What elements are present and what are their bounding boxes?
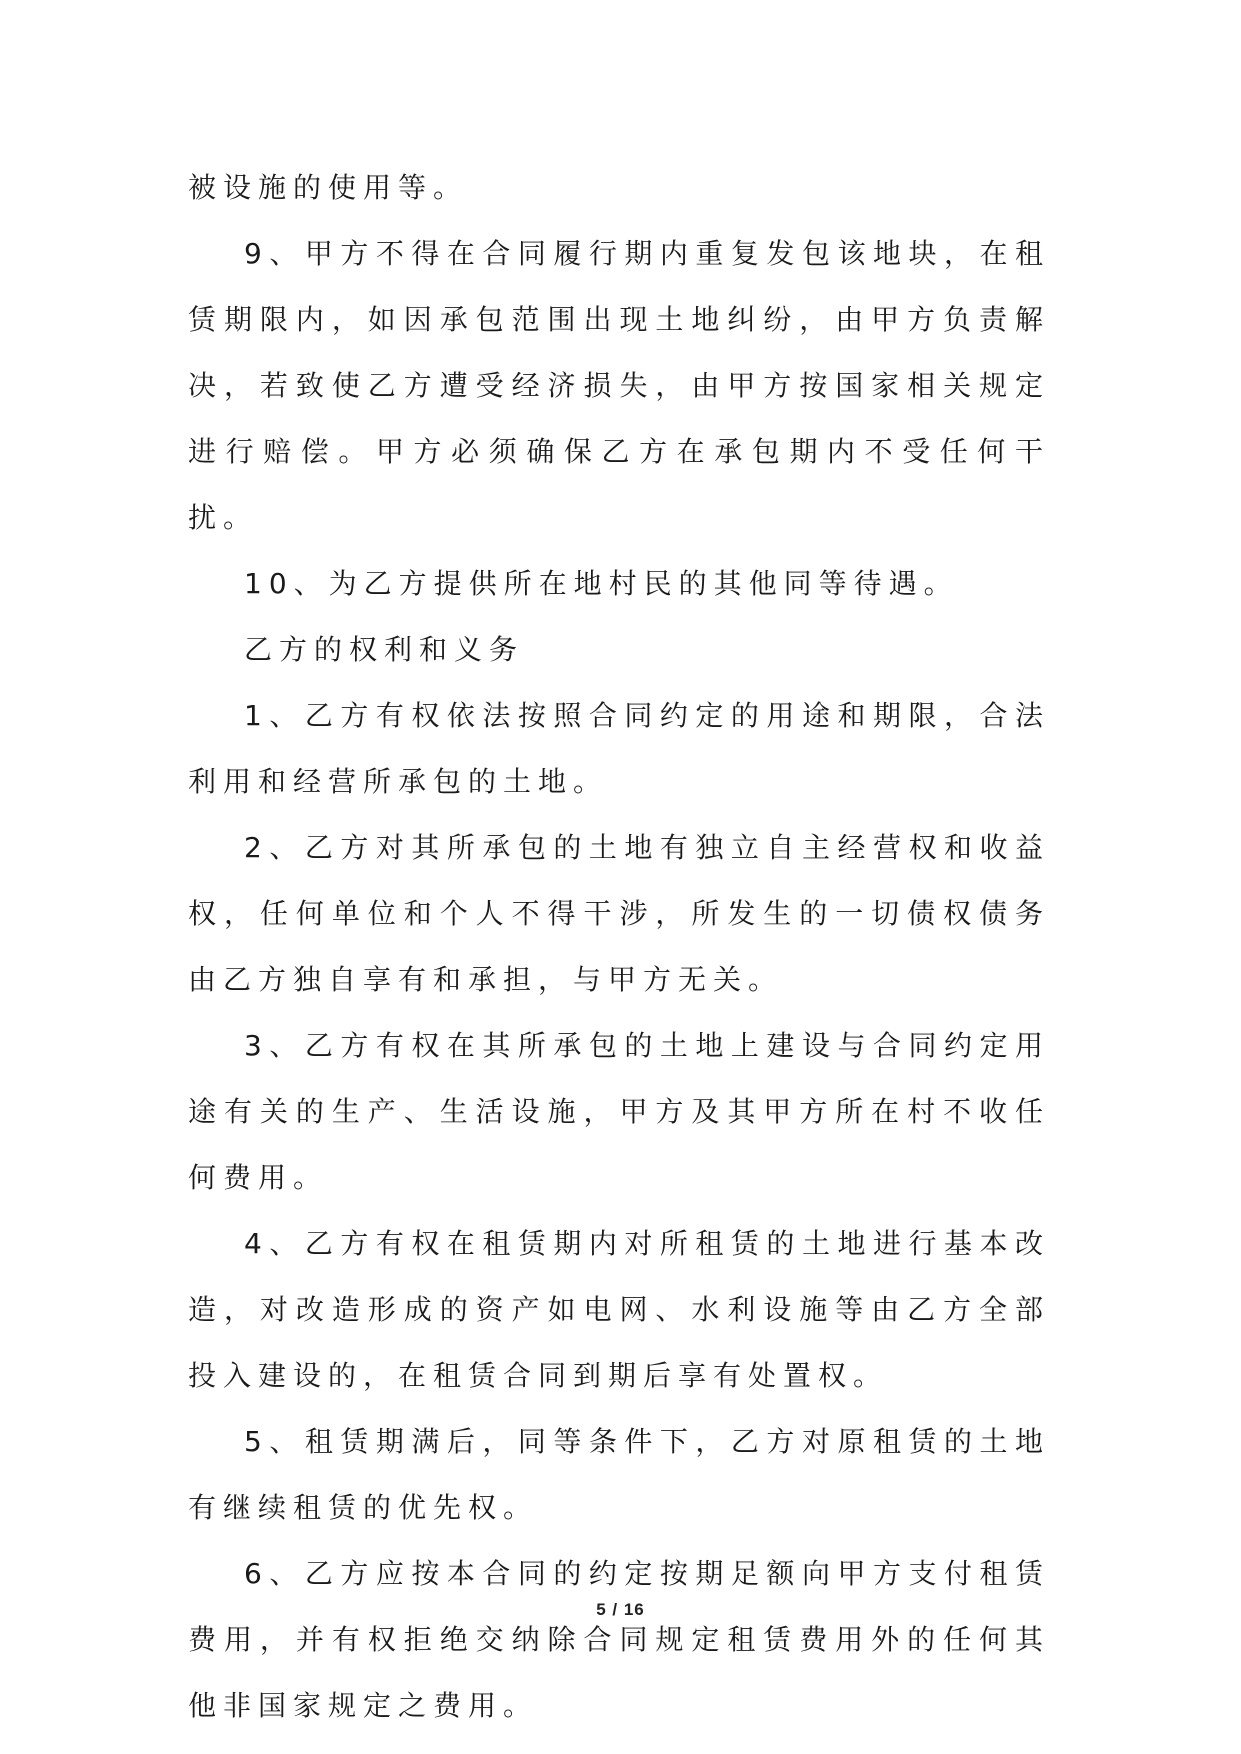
page-number: 5 / 16: [596, 1600, 645, 1619]
paragraph-1: 9、甲方不得在合同履行期内重复发包该地块，在租赁期限内，如因承包范围出现土地纠纷，由甲方负责解决，若致使乙方遭受经济损失，由甲方按国家相关规定进行赔偿。甲方必须确保乙方在承包期内不受任何干扰。: [188, 237, 1050, 534]
section-heading: 乙方的权利和义务: [244, 633, 525, 666]
document-body: [188, 155, 1050, 1739]
paragraph-5: 2、乙方对其所承包的土地有独立自主经营权和收益权，任何单位和个人不得干涉，所发生的一切债权债务由乙方独自享有和承担，与甲方无关。: [188, 831, 1050, 996]
paragraph-7: 4、乙方有权在租赁期内对所租赁的土地进行基本改造，对改造形成的资产如电网、水利设施等由乙方全部投入建设的，在租赁合同到期后享有处置权。: [188, 1227, 1050, 1392]
paragraph-6: 3、乙方有权在其所承包的土地上建设与合同约定用途有关的生产、生活设施，甲方及其甲方所在村不收任何费用。: [188, 1029, 1050, 1194]
paragraph-2: 10、为乙方提供所在地村民的其他同等待遇。: [244, 567, 959, 600]
paragraph-4: 1、乙方有权依法按照合同约定的用途和期限，合法利用和经营所承包的土地。: [188, 699, 1050, 798]
paragraph-8: 5、租赁期满后，同等条件下，乙方对原租赁的土地有继续租赁的优先权。: [188, 1425, 1050, 1524]
paragraph-0: 被设施的使用等。: [188, 171, 469, 204]
paragraph-9: 6、乙方应按本合同的约定按期足额向甲方支付租赁费用，并有权拒绝交纳除合同规定租赁费用外的任何其他非国家规定之费用。: [188, 1557, 1050, 1722]
